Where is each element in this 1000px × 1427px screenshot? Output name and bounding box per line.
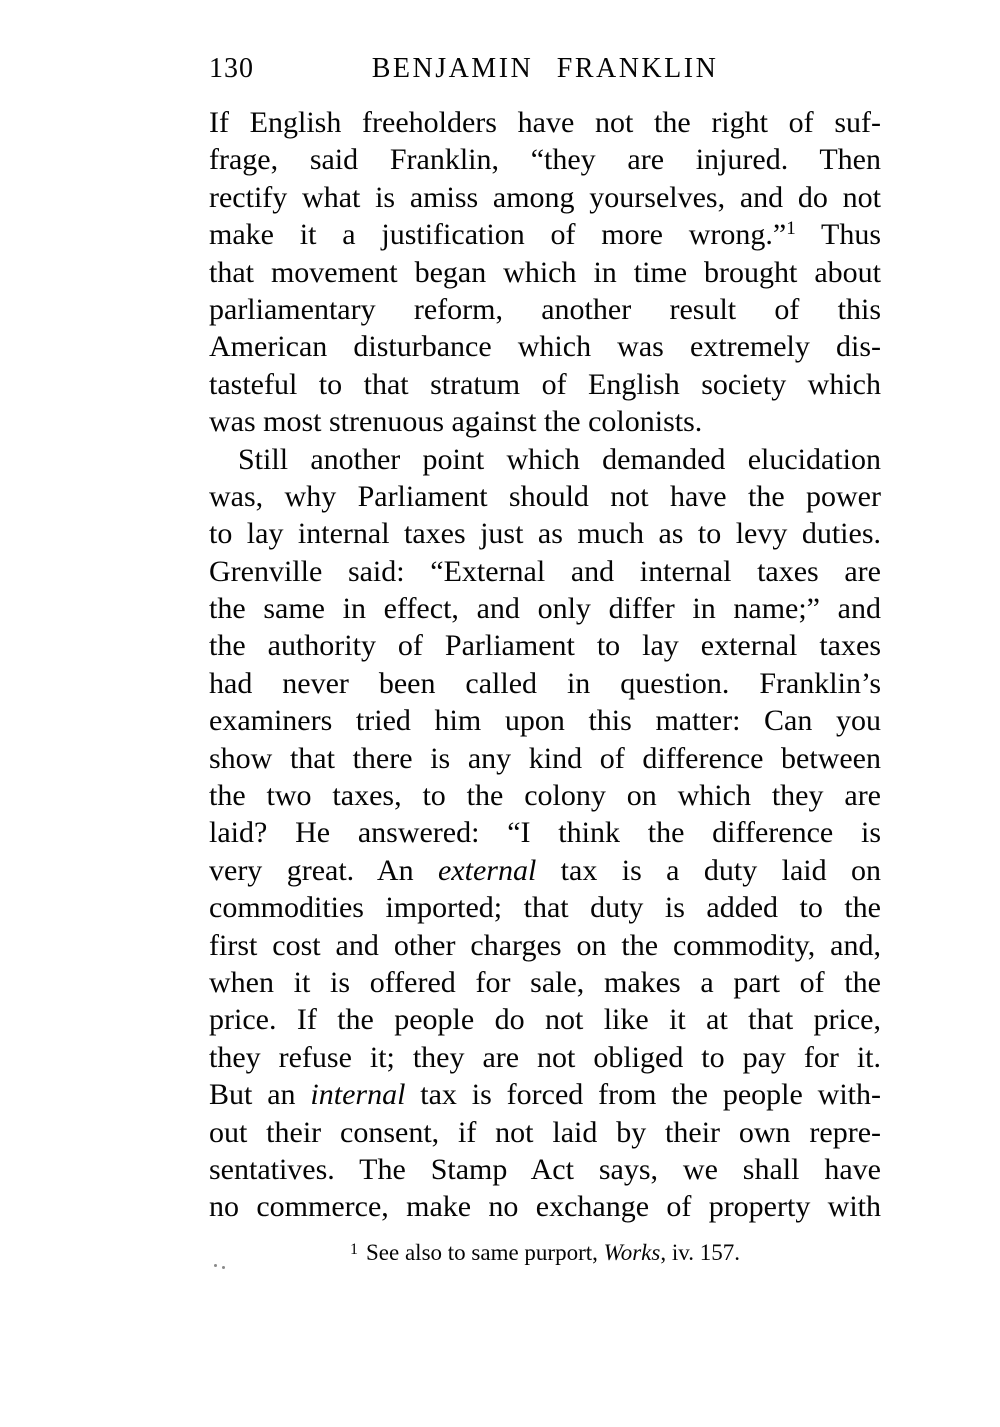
text-line <box>209 216 881 253</box>
text-segment: first cost and other charges on the commodity, and, <box>209 928 881 962</box>
text-line <box>209 291 881 328</box>
text-line <box>209 889 881 926</box>
text-line <box>209 665 881 702</box>
footnote-citation: , iv. 157. <box>660 1240 740 1265</box>
text-line <box>209 141 881 178</box>
footnote-work-title: Works <box>603 1240 661 1265</box>
text-line <box>209 740 881 777</box>
text-segment: was, why Parliament should not have the power <box>209 479 881 513</box>
text-line <box>209 1039 881 1076</box>
text-segment: laid? He answered: “I think the difference is <box>209 816 881 850</box>
text-segment: rectify what is amiss among yourselves, and do not <box>209 180 881 214</box>
text-segment: that movement began which in time brought about <box>209 255 881 289</box>
footnote-reference-marker: 1 <box>786 218 796 240</box>
text-segment: no commerce, make no exchange of property with <box>209 1190 881 1224</box>
text-segment: to lay internal taxes just as much as to levy duties. <box>209 517 881 551</box>
text-segment: internal <box>310 1078 406 1112</box>
text-line <box>209 1151 881 1188</box>
body-text <box>209 104 881 1226</box>
text-segment: Grenville said: “External and internal taxes are <box>209 554 881 588</box>
text-line <box>209 254 881 291</box>
text-segment: show that there is any kind of difference between <box>209 741 881 775</box>
text-segment: make it a justification of more wrong.” <box>209 218 787 252</box>
text-line <box>209 1114 881 1151</box>
text-segment: tax is forced from the people with- <box>405 1078 881 1112</box>
text-segment: If English freeholders have not the right of suf- <box>209 106 881 139</box>
text-segment: frage, said Franklin, “they are injured. Then <box>209 143 881 177</box>
text-segment: they refuse it; they are not obliged to pay for it. <box>209 1040 881 1074</box>
text-line <box>209 777 881 814</box>
footnote <box>209 1238 881 1268</box>
page-number: 130 <box>209 53 254 84</box>
text-line <box>209 964 881 1001</box>
text-line <box>209 179 881 216</box>
footnote-text: See also to same purport, <box>366 1240 604 1265</box>
text-line <box>209 927 881 964</box>
text-line <box>209 627 881 664</box>
text-segment: commodities imported; that duty is added to the <box>209 891 881 925</box>
text-line <box>209 814 881 851</box>
text-segment: examiners tried him upon this matter: Can you <box>209 704 881 738</box>
text-segment: out their consent, if not laid by their own repre- <box>209 1115 881 1149</box>
text-line <box>209 328 881 365</box>
text-segment: the two taxes, to the colony on which they are <box>209 779 881 813</box>
text-segment: But an <box>209 1078 311 1112</box>
text-line <box>209 1188 881 1225</box>
text-segment: tax is a duty laid on <box>536 853 881 887</box>
text-segment: Thus <box>795 218 881 252</box>
text-line <box>209 1001 881 1038</box>
text-segment: the same in effect, and only differ in name;” and <box>209 592 881 626</box>
text-segment: was most strenuous against the colonists. <box>209 405 703 439</box>
text-line <box>209 590 881 627</box>
scan-artifact-dot <box>214 1264 217 1267</box>
text-line <box>209 852 881 889</box>
text-segment: very great. An <box>209 853 438 887</box>
text-line <box>209 515 881 552</box>
text-segment: the authority of Parliament to lay external taxes <box>209 629 881 663</box>
text-line <box>209 553 881 590</box>
text-segment: American disturbance which was extremely dis- <box>209 330 881 364</box>
text-line <box>209 403 881 440</box>
text-segment: had never been called in question. Franklin’s <box>209 666 881 700</box>
text-line <box>209 366 881 403</box>
running-title: BENJAMIN FRANKLIN <box>371 53 719 84</box>
text-segment: sentatives. The Stamp Act says, we shall have <box>209 1152 881 1186</box>
text-segment: when it is offered for sale, makes a part of the <box>209 965 881 999</box>
footnote-marker: 1 <box>350 1241 359 1258</box>
text-segment: tasteful to that stratum of English society which <box>209 367 881 401</box>
text-segment: parliamentary reform, another result of this <box>209 292 881 326</box>
text-line <box>209 441 881 478</box>
text-segment: Still another point which demanded elucidation <box>238 442 881 476</box>
text-line <box>209 702 881 739</box>
text-segment: external <box>437 853 537 887</box>
text-line <box>209 1076 881 1113</box>
text-line <box>209 104 881 141</box>
text-line <box>209 478 881 515</box>
text-segment: price. If the people do not like it at that price, <box>209 1003 881 1037</box>
scan-artifact-dot <box>222 1266 225 1269</box>
